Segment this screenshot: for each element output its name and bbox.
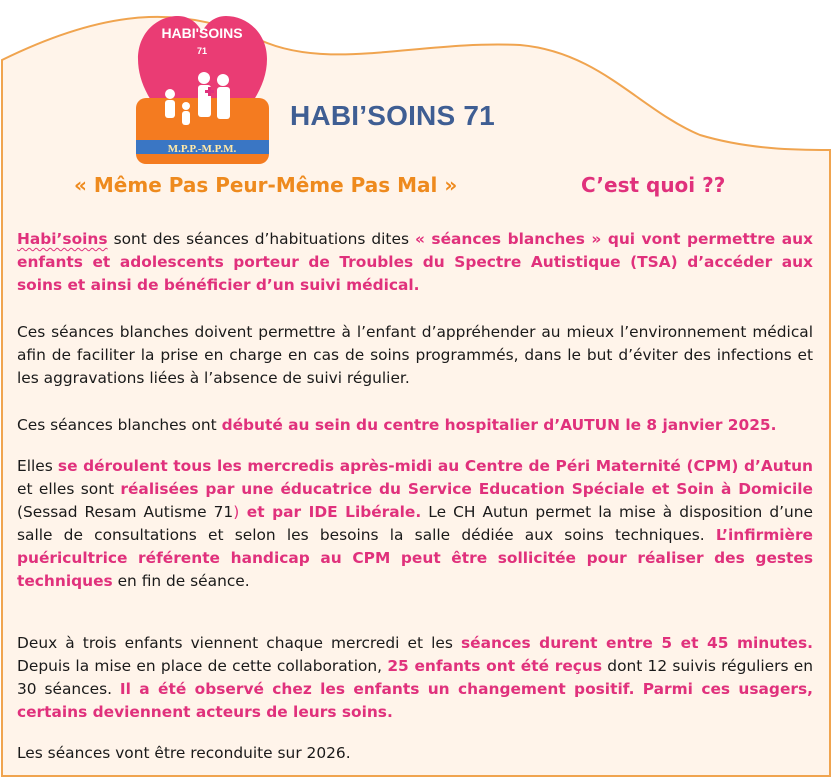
- paragraph-renewal: Les séances vont être reconduite sur 2026.: [17, 744, 351, 762]
- logo-text-bottom: M.P.P.-M.P.M.: [167, 143, 237, 155]
- p5-text-a: Deux à trois enfants viennent chaque mercredi et les: [17, 634, 461, 652]
- p5-highlight-d: 25 enfants ont été reçus: [387, 657, 603, 675]
- paragraph-start-date: [17, 414, 813, 437]
- p1-highlight: « séances blanches » qui vont permettre aux enfants et adolescents porteur de Troubles du Spectre Autistique (TSA) d’accéder aux soins et ainsi de bénéficier d’un suivi médical.: [17, 230, 813, 294]
- p4-text-e: (Sessad Resam Autisme 71: [17, 503, 234, 521]
- p3-highlight: débuté au sein du centre hospitalier d’AUTUN le 8 janvier 2025.: [221, 416, 777, 434]
- logo-text-num: 71: [196, 46, 208, 56]
- p4-paren: ): [233, 503, 240, 521]
- paragraph-intro: [17, 228, 813, 297]
- question-heading: C’est quoi ??: [581, 173, 726, 197]
- p4-text-a: Elles: [17, 457, 58, 475]
- p4-highlight-g: et par IDE Libérale.: [239, 503, 422, 521]
- paragraph-purpose: Ces séances blanches doivent permettre à l’enfant d’appréhender au mieux l’environnement médical afin de faciliter la prise en charge en cas de soins programmés, dans le but d’éviter des infections et les aggravations liées à l’absence de suivi régulier.: [17, 323, 813, 387]
- p5-text-c: Depuis la mise en place de cette collaboration,: [17, 657, 388, 675]
- page-title: HABI’SOINS 71: [290, 100, 495, 131]
- p4-text-c: et elles sont: [17, 480, 121, 498]
- slogan: « Même Pas Peur-Même Pas Mal »: [74, 173, 458, 197]
- p4-highlight-d: réalisées par une éducatrice du Service Education Spéciale et Soin à Domicile: [120, 480, 813, 498]
- p1-text: sont des séances d’habituations dites: [107, 230, 415, 248]
- p4-highlight-i: L’infirmière puéricultrice référente handicap au CPM peut être sollicitée pour réaliser des gestes techniques: [17, 526, 813, 590]
- paragraph-results: [17, 632, 813, 724]
- p5-highlight-f: Il a été observé chez les enfants un changement positif. Parmi ces usagers, certains deviennent acteurs de leurs soins.: [17, 680, 813, 721]
- habisoins-term: Habi’soins: [17, 230, 108, 248]
- p5-text-e: dont 12 suivis réguliers en 30 séances.: [17, 657, 813, 698]
- p4-text-h: Le CH Autun permet la mise à disposition d’une salle de consultations et selon les besoins la salle dédiée aux soins techniques.: [17, 503, 813, 544]
- p5-highlight-b: séances durent entre 5 et 45 minutes.: [460, 634, 813, 652]
- p3-text: Ces séances blanches ont: [17, 416, 222, 434]
- paragraph-organisation: [17, 455, 813, 593]
- p4-highlight-b: se déroulent tous les mercredis après-midi au Centre de Péri Maternité (CPM) d’Autun: [57, 457, 814, 475]
- logo-text-top: HABI'SOINS: [161, 25, 243, 41]
- habisoins-logo: [136, 14, 269, 166]
- p4-text-j: en fin de séance.: [112, 572, 250, 590]
